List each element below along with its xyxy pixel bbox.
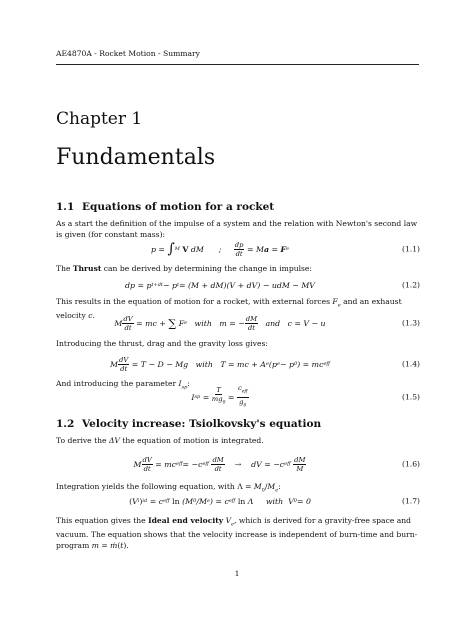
header-rule: [56, 64, 419, 65]
equation-tag: (1.5): [401, 392, 420, 402]
running-header: AE4870A - Rocket Motion - Summary: [56, 49, 200, 58]
equation-body: I sp = T $mg_0$ = $c_{eff}$ $g_0$: [191, 384, 248, 408]
equation-body: dp = p t+dt − p t = (M + dM)(V + dV) − udM − MV: [125, 280, 315, 290]
equation-tag: (1.3): [401, 318, 420, 328]
equation-tag: (1.1): [401, 244, 420, 254]
equation-tag: (1.4): [401, 359, 420, 369]
chapter-title: Fundamentals: [56, 145, 216, 170]
equation-1-5: [56, 384, 420, 410]
equation-1-2: [56, 272, 420, 298]
equation-body: M dV dt = mc eff = −c eff dM dt → dV = −c eff dM M: [133, 455, 306, 473]
equation-1-4: [56, 351, 420, 377]
equation-1-3: [56, 310, 420, 336]
section-heading-1-2: [56, 418, 321, 430]
paragraph-integration: Integration yields the following equation, with $\Lambda = M_0/M_e$:: [56, 482, 281, 494]
equation-body: M dV dt = T − D − Mg with T = mc + A e (p e − p 0 ) = mc eff: [110, 355, 330, 373]
equation-tag: (1.2): [401, 280, 420, 290]
section-title: Equations of motion for a rocket: [82, 201, 275, 213]
paragraph-thrust: The Thrust can be derived by determining the change in impulse:: [56, 264, 312, 273]
section-number: 1.1: [56, 201, 75, 213]
chapter-label: Chapter 1: [56, 109, 143, 129]
paragraph-losses: Introducing the thrust, drag and the gravity loss gives:: [56, 339, 268, 348]
equation-1-7: [56, 488, 420, 514]
equation-1-1: [56, 236, 420, 262]
equation-body: ( V i ) id = c eff ln (M 0 /M e ) = c eff ln Λ with V 0 = 0: [129, 496, 311, 506]
paragraph-isp: And introducing the parameter $I_{sp}$:: [56, 379, 190, 391]
section-number: 1.2: [56, 418, 75, 430]
equation-tag: (1.6): [401, 459, 420, 469]
section-title: Velocity increase: Tsiolkovsky's equation: [82, 418, 322, 430]
paragraph-intro: As a start the definition of the impulse of a system and the relation with Newton's second law is given (for constant mass):: [56, 219, 418, 239]
page-number: 1: [234, 569, 240, 578]
equation-body: p = ∫ M V dM ; dp dt = M a = F e: [150, 240, 290, 258]
equation-1-6: [56, 451, 420, 477]
bold-term-thrust: Thrust: [72, 264, 102, 273]
paragraph-delta-v: To derive the ΔV the equation of motion is integrated.: [56, 436, 264, 445]
equation-body: M dV dt = mc + ∑ F e with m = − dM dt and c = V − u: [114, 314, 326, 332]
paragraph-eom: This results in the equation of motion for a rocket, with external forces $F_e$ and an exhaust velocity c.: [56, 297, 402, 321]
equation-tag: (1.7): [401, 496, 420, 506]
section-heading-1-1: [56, 201, 274, 213]
paragraph-ideal-velocity: This equation gives the Ideal end velocity $V_e$, which is derived for a gravity-free space and vacuum. The equation shows that the velocity increase is independent of burn-time and burn-program m = ṁ(t).: [56, 516, 418, 550]
